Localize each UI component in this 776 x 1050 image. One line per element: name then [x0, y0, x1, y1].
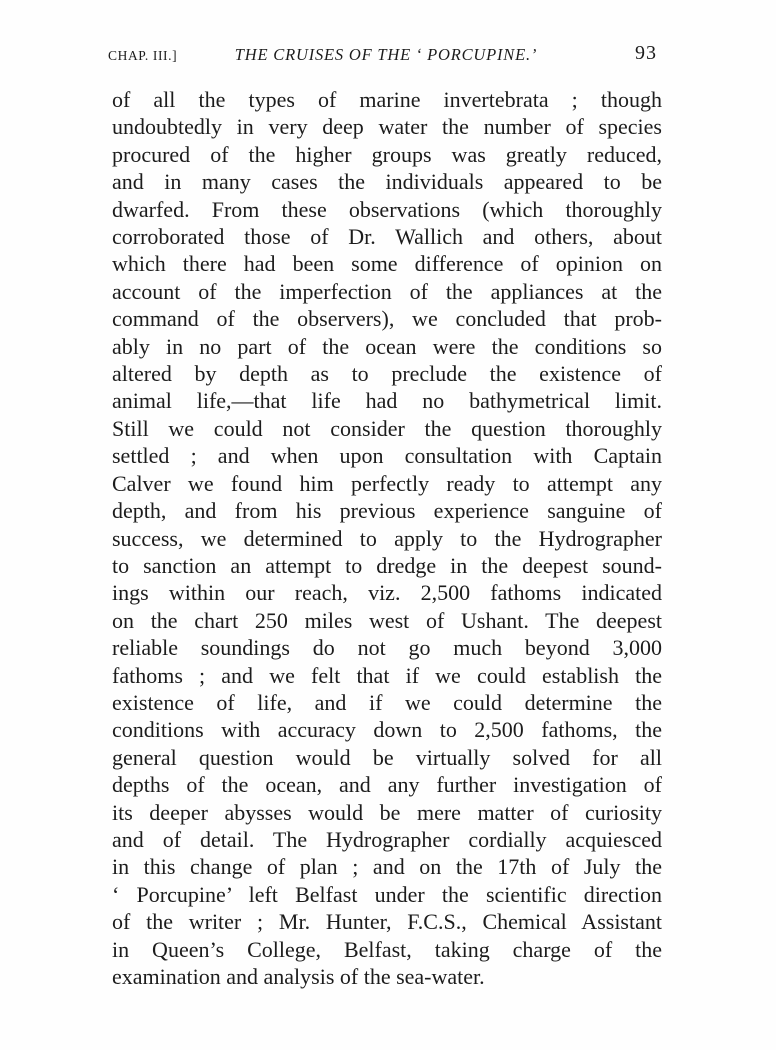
text-line: general question would be virtually solved for all [112, 744, 662, 770]
text-line: in Queen’s College, Belfast, taking charge of the [112, 936, 662, 962]
text-line: to sanction an attempt to dredge in the deepest sound- [112, 552, 662, 578]
text-line: and of detail. The Hydrographer cordially acquiesced [112, 826, 662, 852]
text-line: corroborated those of Dr. Wallich and others, about [112, 224, 662, 250]
text-line: which there had been some difference of opinion on [112, 251, 662, 277]
text-line: animal life,—that life had no bathymetrical limit. [112, 388, 662, 414]
text-line: account of the imperfection of the appliances at the [112, 278, 662, 304]
text-line: in this change of plan ; and on the 17th of July the [112, 854, 662, 880]
text-line: altered by depth as to preclude the existence of [112, 361, 662, 387]
text-line: conditions with accuracy down to 2,500 fathoms, the [112, 717, 662, 743]
text-line: examination and analysis of the sea-water. [112, 964, 485, 989]
text-line: settled ; and when upon consultation with Captain [112, 443, 662, 469]
text-line: Still we could not consider the question thoroughly [112, 415, 662, 441]
text-line: ings within our reach, viz. 2,500 fathoms indicated [112, 580, 662, 606]
text-line: dwarfed. From these observations (which thoroughly [112, 196, 662, 222]
paragraph [112, 86, 662, 990]
text-line: success, we determined to apply to the Hydrographer [112, 525, 662, 551]
text-line: procured of the higher groups was greatly reduced, [112, 141, 662, 167]
text-line: undoubtedly in very deep water the number of species [112, 114, 662, 140]
chapter-label: CHAP. III.] [108, 48, 178, 63]
text-line: and in many cases the individuals appeared to be [112, 169, 662, 195]
page-header [110, 42, 662, 66]
text-line: its deeper abysses would be mere matter of curiosity [112, 799, 662, 825]
text-line: on the chart 250 miles west of Ushant. The deepest [112, 607, 662, 633]
text-line: reliable soundings do not go much beyond 3,000 [112, 635, 662, 661]
text-line: ‘ Porcupine’ left Belfast under the scientific direction [112, 881, 662, 907]
text-line: Calver we found him perfectly ready to attempt any [112, 470, 662, 496]
text-line: ably in no part of the ocean were the conditions so [112, 333, 662, 359]
text-line: fathoms ; and we felt that if we could establish the [112, 662, 662, 688]
text-line: depth, and from his previous experience sanguine of [112, 498, 662, 524]
text-line: of all the types of marine invertebrata ; though [112, 87, 662, 112]
page-number: 93 [635, 42, 657, 64]
text-line: of the writer ; Mr. Hunter, F.C.S., Chemical Assistant [112, 909, 662, 935]
text-line: depths of the ocean, and any further investigation of [112, 772, 662, 798]
text-line: command of the observers), we concluded that prob- [112, 306, 662, 332]
running-title: THE CRUISES OF THE ‘ PORCUPINE.’ [234, 45, 538, 64]
text-line: existence of life, and if we could determine the [112, 689, 662, 715]
